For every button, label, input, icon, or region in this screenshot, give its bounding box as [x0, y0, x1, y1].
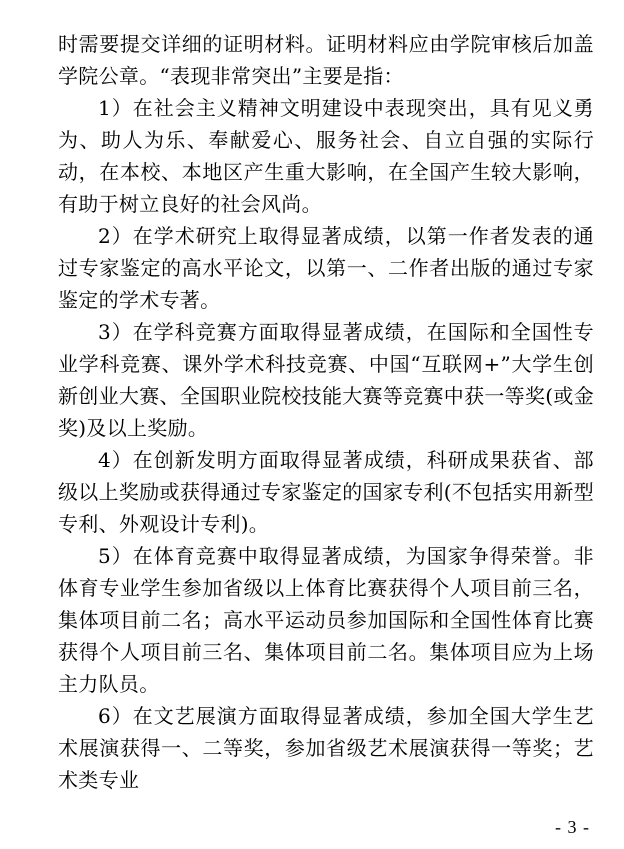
paragraph-item-1: 1）在社会主义精神文明建设中表现突出，具有见义勇为、助人为乐、奉献爱心、服务社会、自立自强的实际行动，在本校、本地区产生重大影响，在全国产生较大影响，有助于树立良好的社会风尚。	[58, 96, 594, 216]
paragraph-item-6: 6）在文艺展演方面取得显著成绩，参加全国大学生艺术展演获得一、二等奖，参加省级艺术展演获得一等奖；艺术类专业	[58, 704, 594, 792]
paragraph-item-2: 2）在学术研究上取得显著成绩，以第一作者发表的通过专家鉴定的高水平论文，以第一、二作者出版的通过专家鉴定的学术专著。	[58, 224, 594, 312]
paragraph-item-5: 5）在体育竞赛中取得显著成绩，为国家争得荣誉。非体育专业学生参加省级以上体育比赛获得个人项目前三名，集体项目前二名；高水平运动员参加国际和全国性体育比赛获得个人项目前三名、集体项目前二名。集体项目应为上场主力队员。	[58, 544, 594, 696]
document-body	[58, 28, 594, 796]
paragraph-item-4: 4）在创新发明方面取得显著成绩，科研成果获省、部级以上奖励或获得通过专家鉴定的国家专利(不包括实用新型专利、外观设计专利)。	[58, 448, 594, 536]
page-number: - 3 -	[555, 817, 590, 837]
paragraph-item-3: 3）在学科竞赛方面取得显著成绩，在国际和全国性专业学科竞赛、课外学术科技竞赛、中国“互联网+”大学生创新创业大赛、全国职业院校技能大赛等竞赛中获一等奖(或金奖)及以上奖励。	[58, 320, 594, 440]
paragraph-continuation: 时需要提交详细的证明材料。证明材料应由学院审核后加盖学院公章。“表现非常突出”主要是指：	[58, 32, 594, 88]
